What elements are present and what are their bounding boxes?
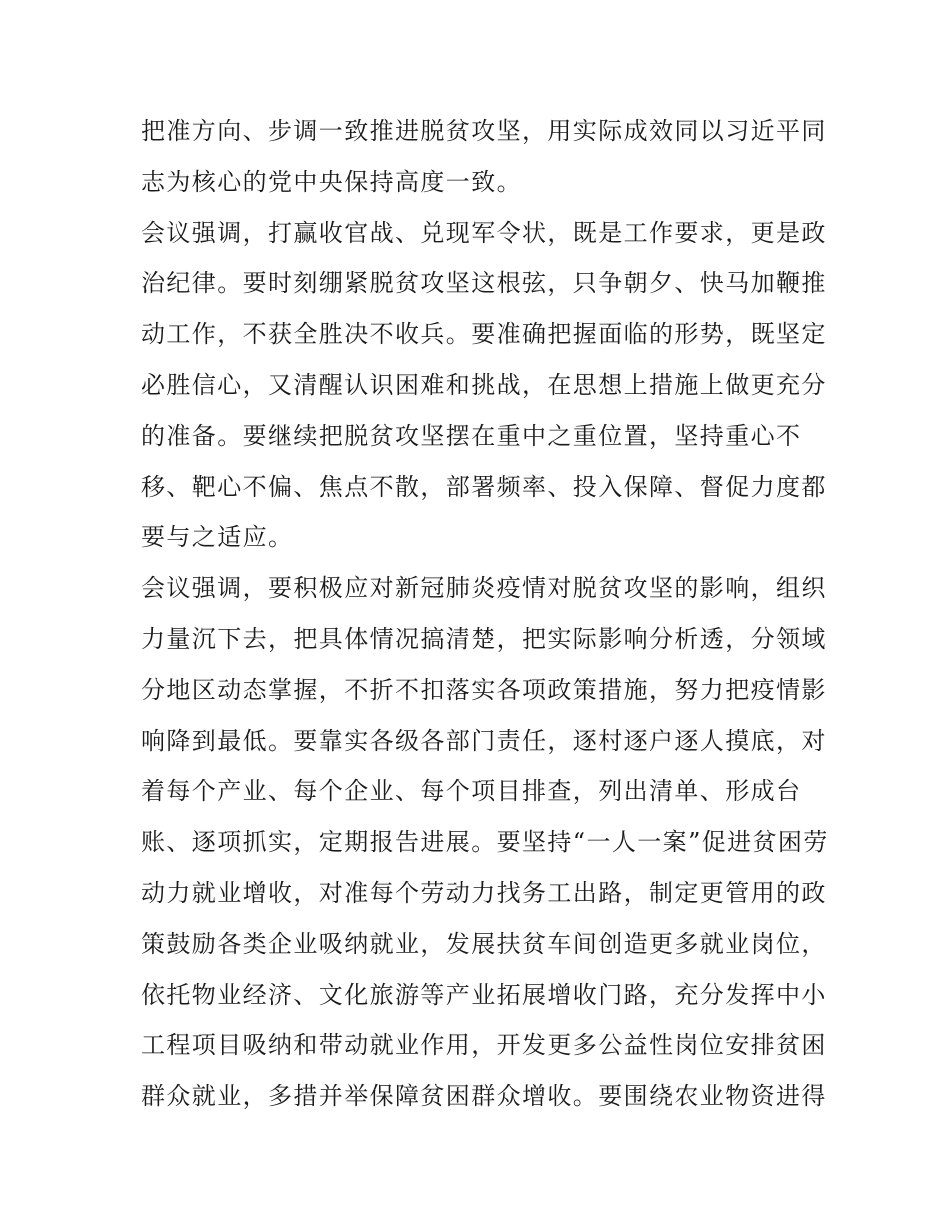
text-line: 策鼓励各类企业吸纳就业，发展扶贫车间创造更多就业岗位， xyxy=(141,929,827,958)
text-line: 动工作，不获全胜决不收兵。要准确把握面临的形势，既坚定 xyxy=(141,320,827,349)
text-line: 移、靶心不偏、焦点不散，部署频率、投入保障、督促力度都 xyxy=(141,472,827,501)
text-line: 治纪律。要时刻绷紧脱贫攻坚这根弦，只争朝夕、快马加鞭推 xyxy=(141,269,827,298)
text-line: 依托物业经济、文化旅游等产业拓展增收门路，充分发挥中小 xyxy=(141,980,827,1009)
text-line: 会议强调，要积极应对新冠肺炎疫情对脱贫攻坚的影响，组织 xyxy=(141,574,827,603)
text-line: 分地区动态掌握，不折不扣落实各项政策措施，努力把疫情影 xyxy=(141,675,827,704)
text-line: 力量沉下去，把具体情况搞清楚，把实际影响分析透，分领域 xyxy=(141,624,827,653)
text-line: 着每个产业、每个企业、每个项目排查，列出清单、形成台 xyxy=(141,777,802,806)
text-line: 志为核心的党中央保持高度一致。 xyxy=(141,167,522,196)
text-line: 的准备。要继续把脱贫攻坚摆在重中之重位置，坚持重心不 xyxy=(141,421,802,450)
text-line: 必胜信心，又清醒认识困难和挑战，在思想上措施上做更充分 xyxy=(141,370,827,399)
text-line: 要与之适应。 xyxy=(141,523,294,552)
text-line: 账、逐项抓实，定期报告进展。要坚持“一人一案”促进贫困劳 xyxy=(141,828,829,857)
text-line: 工程项目吸纳和带动就业作用，开发更多公益性岗位安排贫困 xyxy=(141,1031,827,1060)
text-line: 会议强调，打赢收官战、兑现军令状，既是工作要求，更是政 xyxy=(141,218,827,247)
text-line: 响降到最低。要靠实各级各部门责任，逐村逐户逐人摸底，对 xyxy=(141,726,827,755)
text-line: 群众就业，多措并举保障贫困群众增收。要围绕农业物资进得 xyxy=(141,1082,827,1111)
body-text xyxy=(141,106,829,1122)
text-line: 动力就业增收，对准每个劳动力找务工出路，制定更管用的政 xyxy=(141,878,827,907)
text-line: 把准方向、步调一致推进脱贫攻坚，用实际成效同以习近平同 xyxy=(141,117,827,145)
